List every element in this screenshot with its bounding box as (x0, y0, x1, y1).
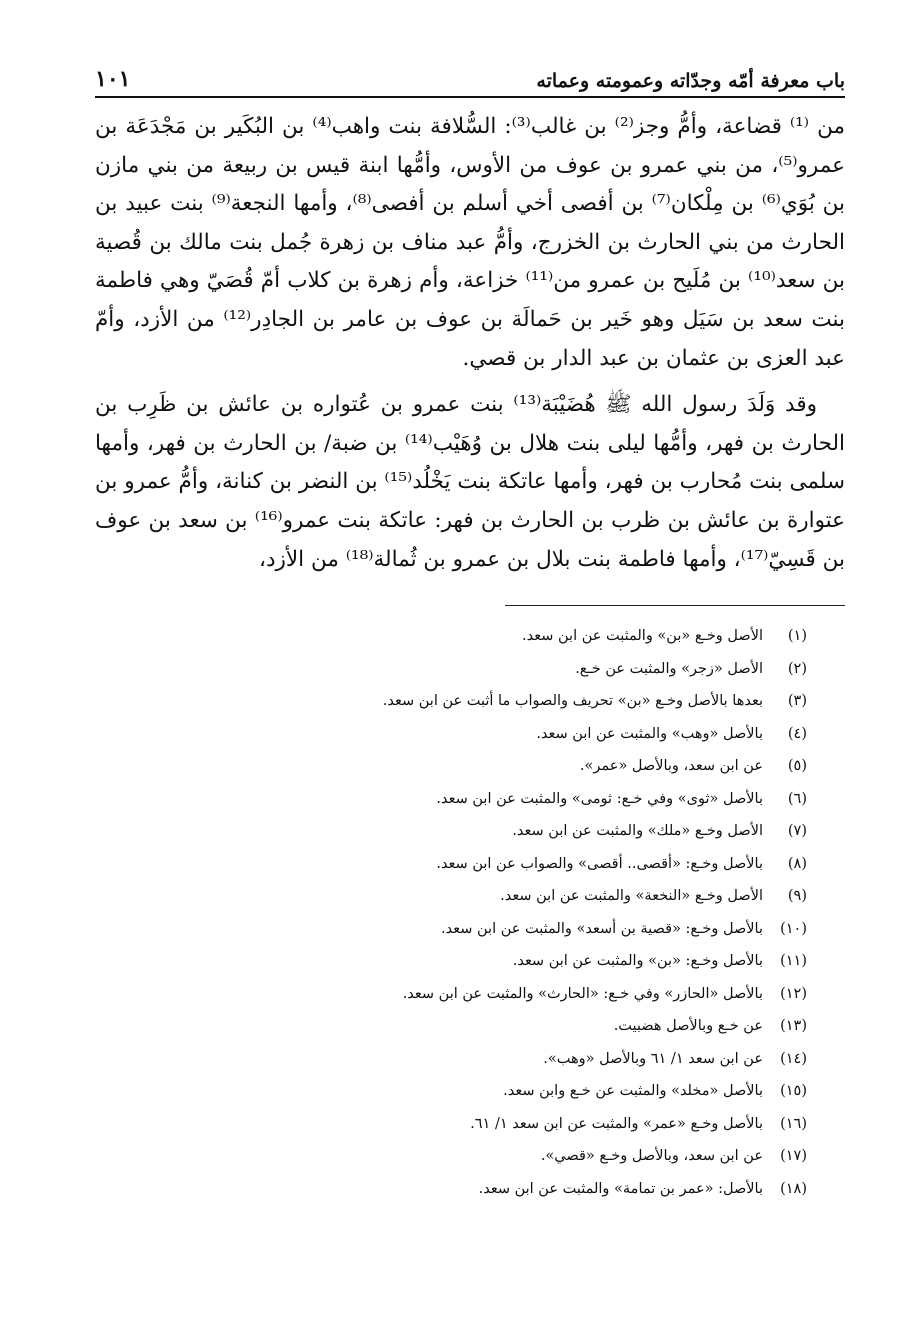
footnote-text: بالأصل «الحازر» وفي خـع: «الحارث» والمثبت عن ابن سعد. (402, 985, 763, 1002)
footnote (95, 653, 807, 686)
footnote-text: عن ابن سعد ١/ ٦١ وبالأصل «وهب». (543, 1050, 763, 1067)
footnote-text: بالأصل «مخلد» والمثبت عن خـع وابن سعد. (503, 1083, 763, 1100)
footnote (95, 978, 807, 1011)
footnote-text: بالأصل وخـع: «قصية بن أسعد» والمثبت عن ابن سعد. (441, 920, 763, 937)
running-header (95, 58, 845, 98)
footnote (95, 848, 807, 881)
footnote-text: بالأصل وخـع: «أقصى.. أقصى» والصواب عن ابن سعد. (436, 855, 763, 872)
footnote (95, 1010, 807, 1043)
footnote (95, 1173, 807, 1206)
footnote-number: (١) (787, 628, 807, 645)
footnote-number: (١٦) (780, 1115, 807, 1132)
paragraph-1: من ⁽¹⁾ قضاعة، وأمُّ وجز⁽²⁾ بن غالب⁽³⁾: السُّلافة بنت واهب⁽⁴⁾ بن البُكَير بن مَجْدَعَة بن عمرو⁽⁵⁾، من بني عمرو بن عوف من الأوس، وأمُّها ابنة قيس بن ربيعة من بني مازن بن بُوَي⁽⁶⁾ بن مِلْكان⁽⁷⁾ بن أفصى أخي أسلم بن أفصى⁽⁸⁾، وأمها النجعة⁽⁹⁾ بنت عبيد بن الحارث من بني الحارث بن الخزرج، وأمُّ عبد مناف بن زهرة جُمل بنت مالك بن قُصية بن سعد⁽¹⁰⁾ بن مُلَيح بن عمرو من⁽¹¹⁾ خزاعة، وأم زهرة بن كلاب أمّ قُصَيّ وهي فاطمة بنت سعد بن سَيَل وهو خَير بن حَمالَة بن عوف بن عامر بن الجادِر⁽¹²⁾ من الأزد، وأمّ عبد العزى بن عثمان بن عبد الدار بن قصي. (95, 114, 846, 371)
footnote (95, 718, 807, 751)
footnotes-list (95, 620, 845, 1205)
footnote-number: (١١) (780, 953, 807, 970)
footnote-text: بالأصل «ثوى» وفي خـع: ثومى» والمثبت عن ابن سعد. (436, 790, 763, 807)
footnote-number: (٢) (787, 660, 807, 677)
page-number: ١٠١ (95, 66, 131, 92)
footnote (95, 880, 807, 913)
footnote (95, 1108, 807, 1141)
footnote-number: (١٣) (780, 1018, 807, 1035)
footnote (95, 783, 807, 816)
footnote (95, 913, 807, 946)
paragraph-2: وقد وَلَدَ رسول الله ﷺ هُضَيْبَة⁽¹³⁾ بنت عمرو بن عُتواره بن عائش بن ظَرِب بن الحارث بن فهر، وأمُّها ليلى بنت هلال بن وُهَيْب⁽¹⁴⁾ بن ضبة/ بن الحارث بن فهر، وأمها سلمى بنت مُحارب بن فهر، وأمها عاتكة بنت يَخْلُد⁽¹⁵⁾ بن النضر بن كنانة، وأمُّ عمرو بن عتوارة بن عائش بن ظرب بن الحارث بن فهر: عاتكة بنت عمرو⁽¹⁶⁾ بن سعد بن عوف بن قَسِيّ⁽¹⁷⁾، وأمها فاطمة بنت بلال بن عمرو بن ثُمالة⁽¹⁸⁾ من الأزد، (95, 392, 845, 572)
footnote-number: (١٠) (780, 920, 807, 937)
footnote (95, 750, 807, 783)
footnote (95, 1140, 807, 1173)
footnote-text: بالأصل «وهب» والمثبت عن ابن سعد. (536, 725, 763, 742)
footnote-number: (٣) (787, 693, 807, 710)
footnote-text: بالأصل: «عمر بن تمامة» والمثبت عن ابن سعد. (478, 1180, 763, 1197)
footnote (95, 685, 807, 718)
footnote-text: عن خـع وبالأصل هضبيت. (613, 1018, 763, 1035)
footnote (95, 815, 807, 848)
footnote-number: (١٥) (780, 1083, 807, 1100)
footnote-text: عن ابن سعد، وبالأصل «عمر». (579, 758, 763, 775)
footnote-text: عن ابن سعد، وبالأصل وخـع «قصي». (540, 1148, 763, 1165)
footnote-number: (٤) (787, 725, 807, 742)
chapter-title: باب معرفة أمّه وجدّاته وعمومته وعماته (536, 70, 845, 92)
footnote-number: (١٤) (780, 1050, 807, 1067)
footnote-number: (١٧) (780, 1148, 807, 1165)
footnote-number: (٦) (787, 790, 807, 807)
footnote-text: بعدها بالأصل وخـع «بن» تحريف والصواب ما أثبت عن ابن سعد. (382, 693, 763, 710)
footnote-number: (٥) (787, 758, 807, 775)
footnote-number: (٧) (787, 823, 807, 840)
footnote (95, 620, 807, 653)
footnote-text: الأصل وخـع «ملك» والمثبت عن ابن سعد. (512, 823, 763, 840)
footnote-text: بالأصل وخـع «عمر» والمثبت عن ابن سعد ١/ ٦١. (470, 1115, 763, 1132)
footnote-separator (505, 605, 845, 606)
footnote (95, 945, 807, 978)
footnote-number: (٨) (787, 855, 807, 872)
footnote-text: الأصل وخـع «بن» والمثبت عن ابن سعد. (522, 628, 763, 645)
footnote-text: بالأصل وخـع: «بن» والمثبت عن ابن سعد. (512, 953, 763, 970)
footnote (95, 1075, 807, 1108)
footnote-number: (١٢) (780, 985, 807, 1002)
main-text (95, 108, 845, 579)
footnote-text: الأصل وخـع «النخعة» والمثبت عن ابن سعد. (500, 888, 763, 905)
footnote-number: (١٨) (780, 1180, 807, 1197)
footnote-number: (٩) (787, 888, 807, 905)
footnote (95, 1043, 807, 1076)
footnote-text: الأصل «زجر» والمثبت عن خـع. (575, 660, 763, 677)
